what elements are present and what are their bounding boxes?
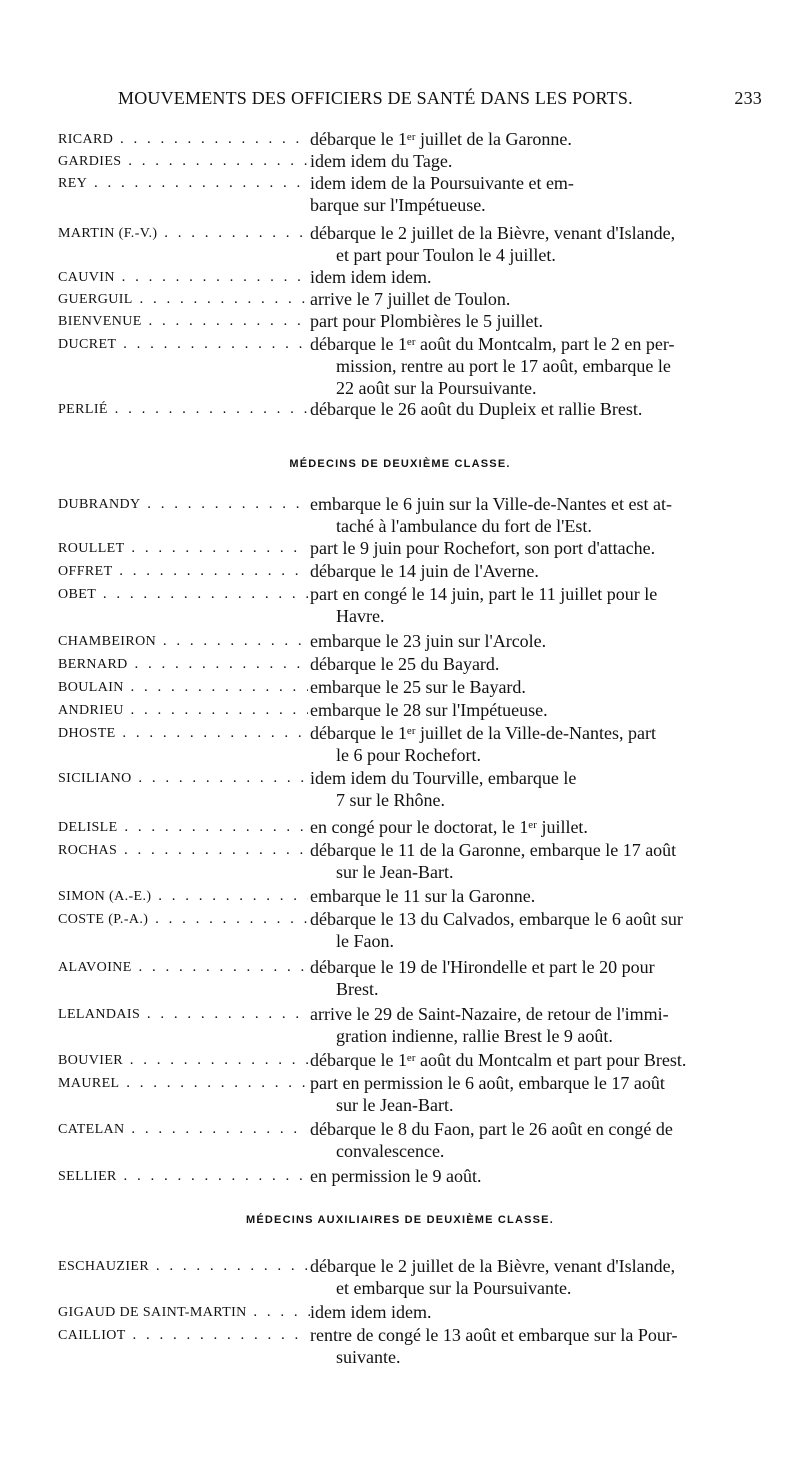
entry-line: débarque le 14 juin de l'Averne. [310,561,539,581]
entry [58,1072,762,1116]
entry-line: et embarque sur la Poursuivante. [336,1278,572,1298]
officer-name: DHOSTE . . . [58,722,308,745]
entry [58,956,762,1000]
entry-line: embarque le 11 sur la Garonne. [310,886,536,906]
entry-line: débarque le 2 juillet de la Bièvre, venant d'Islande, [310,1256,676,1276]
entry-line: débarque le 1ᵉʳ août du Montcalm, part le 2 en per- [310,334,675,354]
entry [58,288,762,310]
officer-name: DUBRANDY . . . [58,493,308,516]
entry [58,222,762,266]
entry [58,839,762,883]
entry-line: sur le Jean-Bart. [336,1095,454,1115]
section-heading: MÉDECINS AUXILIAIRES DE DEUXIÈME CLASSE. [246,1214,554,1226]
officer-name: GUERGUIL . . . [58,288,308,311]
officer-name: REY . . . [58,172,308,195]
entry-line: idem idem idem. [310,267,432,287]
officer-name: ALAVOINE . . . [58,956,308,979]
entry-line: débarque le 13 du Calvados, embarque le 6 août sur [310,909,683,929]
officer-name: BERNARD . . . [58,653,308,676]
entry-line: part en permission le 6 août, embarque le 17 août [310,1073,665,1093]
entry-line: débarque le 8 du Faon, part le 26 août en congé de [310,1119,673,1139]
entry-line: idem idem du Tourville, embarque le [310,768,577,788]
entry-line: suivante. [336,1347,401,1367]
entry [58,653,762,675]
entry-line: débarque le 1ᵉʳ août du Montcalm et part pour Brest. [310,1050,687,1070]
entry [58,560,762,582]
entry-line: mission, rentre au port le 17 août, embarque le [336,356,671,376]
entry [58,1165,762,1187]
officer-name: MARTIN (F.-V.) . . . [58,222,308,245]
entry [58,398,762,420]
entry [58,333,762,399]
entry-line: débarque le 19 de l'Hirondelle et part le 20 pour [310,957,655,977]
entry-line: barque sur l'Impétueuse. [310,195,486,215]
entry [58,1301,762,1323]
entry-line: en congé pour le doctorat, le 1ᵉʳ juillet. [310,817,588,837]
entry [58,885,762,907]
officer-name: RICARD . . . [58,128,308,151]
entry-line: débarque le 1ᵉʳ juillet de la Ville-de-Nantes, part [310,723,656,743]
entry [58,1255,762,1299]
entry [58,722,762,766]
officer-name: PERLIÉ . . . [58,398,308,421]
entry [58,583,762,627]
officer-name: BOUVIER . . . [58,1049,308,1072]
entry-line: embarque le 23 juin sur l'Arcole. [310,631,547,651]
entry [58,699,762,721]
entry [58,630,762,652]
officer-name: CATELAN . . . [58,1118,308,1141]
entry-line: embarque le 28 sur l'Impétueuse. [310,700,548,720]
entry-line: convalescence. [336,1141,445,1161]
section-heading: MÉDECINS DE DEUXIÈME CLASSE. [289,458,511,470]
officer-name: MAUREL . . . [58,1072,308,1095]
entry-line: embarque le 25 sur le Bayard. [310,677,526,697]
entry-line: idem idem de la Poursuivante et em- [310,173,574,193]
officer-name: COSTE (P.-A.) . . . [58,908,308,931]
entry [58,266,762,288]
entry-line: taché à l'ambulance du fort de l'Est. [336,516,592,536]
entry-line: 7 sur le Rhône. [336,790,445,810]
entry [58,493,762,537]
officer-name: SELLIER . . . [58,1165,308,1188]
entry-line: débarque le 26 août du Dupleix et rallie Brest. [310,399,643,419]
officer-name: SIMON (A.-E.) . . . [58,885,308,908]
officer-name: CHAMBEIRON . . . [58,630,308,653]
entry-line: sur le Jean-Bart. [336,862,454,882]
page-header [118,88,762,118]
officer-name: ROULLET . . . [58,537,308,560]
officer-name: OBET . . . [58,583,308,606]
entry-line: idem idem du Tage. [310,151,453,171]
page-number: 233 [734,88,762,108]
running-title: MOUVEMENTS DES OFFICIERS DE SANTÉ DANS LES PORTS. [118,88,633,108]
officer-name: LELANDAIS . . . [58,1003,308,1026]
officer-name: CAUVIN . . . [58,266,308,289]
entry [58,1049,762,1071]
entry-line: Havre. [336,606,385,626]
entry [58,816,762,838]
entry-line: Brest. [336,979,379,999]
entry-line: arrive le 29 de Saint-Nazaire, de retour de l'immi- [310,1004,669,1024]
entry-line: débarque le 11 de la Garonne, embarque le 17 août [310,840,677,860]
entry [58,310,762,332]
officer-name: BIENVENUE . . . [58,310,308,333]
entry-line: le Faon. [336,931,394,951]
entry-line: et part pour Toulon le 4 juillet. [336,245,556,265]
entry-line: le 6 pour Rochefort. [336,745,481,765]
entry [58,1118,762,1162]
officer-name: ANDRIEU . . . [58,699,308,722]
entry [58,767,762,811]
entry-line: en permission le 9 août. [310,1166,482,1186]
officer-name: GARDIES . . . [58,150,308,173]
entry-line: part en congé le 14 juin, part le 11 juillet pour le [310,584,658,604]
entry-line: part pour Plombières le 5 juillet. [310,311,543,331]
entry [58,908,762,952]
entry-line: arrive le 7 juillet de Toulon. [310,289,511,309]
entry-line: rentre de congé le 13 août et embarque sur la Pour- [310,1325,678,1345]
officer-name: GIGAUD DE SAINT-MARTIN . . . [58,1301,310,1324]
officer-name: ROCHAS . . . [58,839,308,862]
entry [58,172,762,216]
entry-line: débarque le 25 du Bayard. [310,654,500,674]
entry [58,537,762,559]
entry-line: part le 9 juin pour Rochefort, son port d'attache. [310,538,656,558]
officer-name: SICILIANO . . . [58,767,308,790]
officer-name: DELISLE . . . [58,816,308,839]
entry-line: gration indienne, rallie Brest le 9 août. [336,1026,613,1046]
entry [58,150,762,172]
entry [58,1324,762,1368]
officer-name: ESCHAUZIER . . . [58,1255,308,1278]
entry-line: débarque le 2 juillet de la Bièvre, venant d'Islande, [310,223,676,243]
officer-name: OFFRET . . . [58,560,308,583]
entry-line: idem idem idem. [310,1302,432,1322]
entry-line: embarque le 6 juin sur la Ville-de-Nantes et est at- [310,494,672,514]
entry [58,676,762,698]
officer-name: BOULAIN . . . [58,676,308,699]
officer-name: DUCRET . . . [58,333,308,356]
entry [58,1003,762,1047]
entry-line: débarque le 1ᵉʳ juillet de la Garonne. [310,129,572,149]
officer-name: CAILLIOT . . . [58,1324,308,1347]
entry-line: 22 août sur la Poursuivante. [336,378,537,398]
entry [58,128,762,150]
